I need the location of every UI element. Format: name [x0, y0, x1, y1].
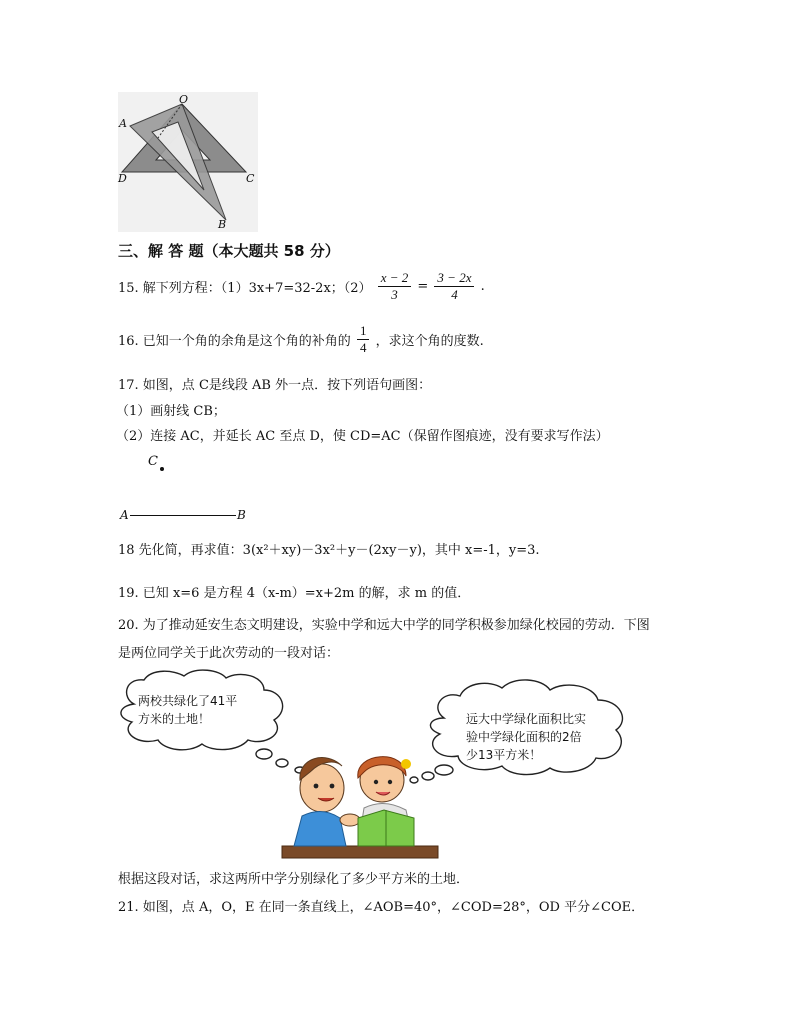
q15-f1-denominator: 3: [391, 287, 398, 302]
question-18: 18 先化简，再求值：3(x²＋xy)－3x²＋y－(2xy－y)，其中 x=-1，y=3.: [118, 543, 540, 558]
question-20-line2: 是两位同学关于此次劳动的一段对话：: [118, 646, 340, 661]
question-21: 21. 如图，点 A，O，E 在同一条直线上，∠AOB=40°，∠COD=28°，OD 平分∠COE．: [118, 900, 645, 915]
point-c-dot: [160, 467, 164, 471]
question-17-line3: （2）连接 AC，并延长 AC 至点 D，使 CD=AC（保留作图痕迹，没有要求写作法）: [116, 429, 609, 444]
bubble-left-text-2: 方米的土地！: [138, 712, 211, 726]
q15-f2-denominator: 4: [451, 287, 458, 302]
bubble-right-text-1: 远大中学绿化面积比实: [466, 712, 587, 726]
q15-f1-numerator: x − 2: [378, 270, 412, 287]
q16-numerator: 1: [357, 323, 370, 340]
q15-fraction-2: [434, 270, 474, 303]
point-b-label: B: [237, 508, 246, 522]
label-d: D: [118, 172, 127, 185]
bubble-right-text-2: 验中学绿化面积的2倍: [466, 730, 582, 744]
q16-prefix: 16. 已知一个角的余角是这个角的补角的: [118, 334, 351, 349]
label-b: B: [218, 218, 227, 231]
label-o: O: [179, 93, 189, 106]
question-19: 19. 已知 x=6 是方程 4（x-m）=x+2m 的解，求 m 的值．: [118, 586, 471, 601]
question-15: [118, 270, 485, 303]
q16-denominator: 4: [359, 340, 367, 355]
dialogue-illustration: [114, 668, 654, 864]
boy-figure: [294, 758, 360, 846]
point-c-label: C: [148, 454, 158, 469]
set-square-drawing: [118, 92, 258, 232]
question-17-line2: （1）画射线 CB；: [116, 404, 226, 419]
q15-equals: =: [417, 279, 429, 294]
question-17-line1: 17. 如图，点 C是线段 AB 外一点．按下列语句画图：: [118, 378, 432, 393]
question-16: [118, 323, 484, 356]
q15-fraction-1: [378, 270, 412, 303]
q15-f2-numerator: 3 − 2x: [434, 270, 474, 287]
question-20-after: 根据这段对话，求这两所中学分别绿化了多少平方米的土地．: [118, 872, 470, 887]
label-c: C: [246, 172, 255, 185]
q16-suffix: ，求这个角的度数.: [375, 334, 484, 349]
girl-figure: [358, 757, 414, 846]
q15-prefix: 15. 解下列方程：（1）3x+7=32-2x；（2）: [118, 281, 372, 296]
q16-fraction: [357, 323, 370, 356]
label-a: A: [119, 117, 127, 130]
section-heading: 三、解 答 题（本大题共 58 分）: [118, 242, 340, 260]
bubble-left-text-1: 两校共绿化了41平: [138, 694, 238, 708]
segment-ab: [130, 515, 236, 516]
question-20-line1: 20. 为了推动延安生态文明建设，实验中学和远大中学的同学积极参加绿化校园的劳动．下图: [118, 618, 650, 633]
point-a-label: A: [120, 508, 129, 522]
set-square-figure: [118, 92, 258, 232]
q17-figure: [118, 454, 258, 526]
bubble-right-text-3: 少13平方米！: [466, 748, 542, 762]
q15-end: .: [480, 279, 485, 294]
